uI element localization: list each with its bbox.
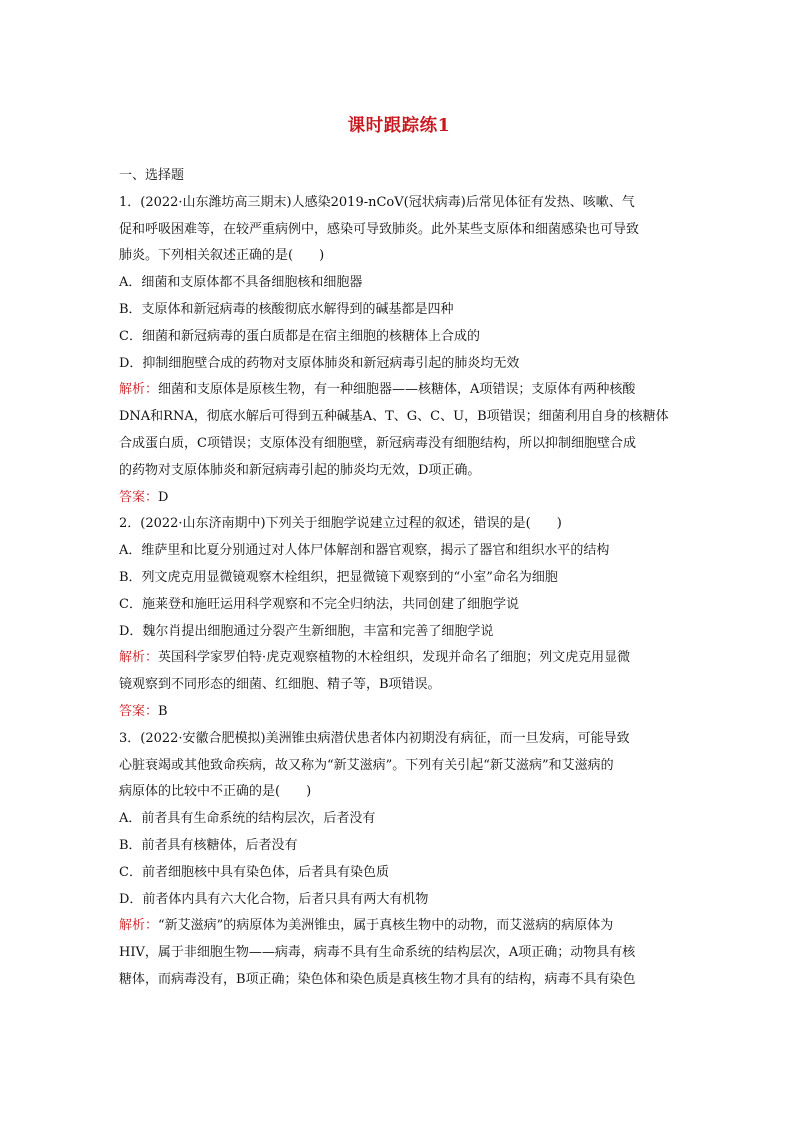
analysis-line: HIV，属于非细胞生物——病毒，病毒不具有生命系统的结构层次，A项正确；动物具有核 — [119, 945, 636, 961]
question-stem-line: 2．(2022·山东济南期中)下列关于细胞学说建立过程的叙述，错误的是( ) — [119, 516, 562, 532]
analysis-label: 解析： — [119, 382, 159, 398]
option-c: C．施莱登和施旺运用科学观察和不完全归纳法，共同创建了细胞学说 — [119, 596, 519, 612]
question-stem-line: 心脏衰竭或其他致命疾病，故又称为“新艾滋病”。下列有关引起“新艾滋病”和艾滋病的 — [119, 757, 614, 773]
analysis-line: 的药物对支原体肺炎和新冠病毒引起的肺炎均无效，D项正确。 — [119, 462, 481, 478]
analysis-label: 解析： — [119, 650, 159, 666]
question-stem-line: 肺炎。下列相关叙述正确的是( ) — [119, 248, 325, 264]
question-stem-line: 病原体的比较中不正确的是( ) — [119, 784, 312, 800]
question-stem-line: 1．(2022·山东潍坊高三期末)人感染2019-nCoV(冠状病毒)后常见体征有发热、咳嗽、气 — [119, 194, 635, 210]
question-stem-line: 3．(2022·安徽合肥模拟)美洲锥虫病潜伏患者体内初期没有病征，而一旦发病，可能导致 — [119, 730, 630, 746]
analysis-label: 解析： — [119, 918, 159, 934]
analysis-line: 镜观察到不同形态的细菌、红细胞、精子等，B项错误。 — [119, 677, 441, 693]
option-a: A．维萨里和比夏分别通过对人体尸体解剖和器官观察，揭示了器官和组织水平的结构 — [119, 543, 610, 559]
question-stem-line: 促和呼吸困难等，在较严重病例中，感染可导致肺炎。此外某些支原体和细菌感染也可导致 — [119, 221, 640, 237]
analysis-text: 细菌和支原体是原核生物，有一种细胞器——核糖体，A项错误；支原体有两种核酸 — [158, 382, 636, 398]
answer-label: 答案： — [119, 489, 159, 505]
analysis-line: DNA和RNA，彻底水解后可得到五种碱基A、T、G、C、U，B项错误；细菌利用自身的核糖体 — [119, 409, 669, 425]
answer-line — [119, 699, 679, 726]
option-d: D．抑制细胞壁合成的药物对支原体肺炎和新冠病毒引起的肺炎均无效 — [119, 355, 520, 371]
question-2 — [119, 511, 679, 725]
analysis-text: 英国科学家罗伯特·虎克观察植物的木栓组织，发现并命名了细胞；列文虎克用显微 — [158, 650, 631, 666]
answer-label: 答案： — [119, 703, 159, 719]
answer-value: D — [158, 489, 169, 505]
document-page — [119, 112, 679, 994]
answer-value: B — [158, 703, 168, 719]
analysis-line — [119, 645, 679, 672]
option-a: A．前者具有生命系统的结构层次，后者没有 — [119, 811, 376, 827]
analysis-line — [119, 913, 679, 940]
answer-line — [119, 485, 679, 512]
option-b: B．支原体和新冠病毒的核酸彻底水解得到的碱基都是四种 — [119, 301, 454, 317]
analysis-text: “新艾滋病”的病原体为美洲锥虫，属于真核生物中的动物，而艾滋病的病原体为 — [158, 918, 614, 934]
analysis-line — [119, 377, 679, 404]
option-c: C．前者细胞核中具有染色体，后者具有染色质 — [119, 864, 389, 880]
question-3 — [119, 726, 679, 994]
option-b: B．列文虎克用显微镜观察木栓组织，把显微镜下观察到的“小室”命名为细胞 — [119, 569, 558, 585]
option-d: D．魏尔肖提出细胞通过分裂产生新细胞，丰富和完善了细胞学说 — [119, 623, 494, 639]
section-heading: 一、选择题 — [119, 168, 185, 183]
analysis-line: 糖体，而病毒没有，B项正确；染色体和染色质是真核生物才具有的结构，病毒不具有染色 — [119, 971, 636, 987]
question-1 — [119, 190, 679, 512]
option-a: A．细菌和支原体都不具备细胞核和细胞器 — [119, 275, 363, 291]
page-title: 课时跟踪练1 — [347, 116, 451, 136]
option-c: C．细菌和新冠病毒的蛋白质都是在宿主细胞的核糖体上合成的 — [119, 328, 480, 344]
analysis-line: 合成蛋白质，C项错误；支原体没有细胞壁，新冠病毒没有细胞结构，所以抑制细胞壁合成 — [119, 435, 636, 451]
option-d: D．前者体内具有六大化合物，后者只具有两大有机物 — [119, 891, 429, 907]
option-b: B．前者具有核糖体，后者没有 — [119, 837, 298, 853]
